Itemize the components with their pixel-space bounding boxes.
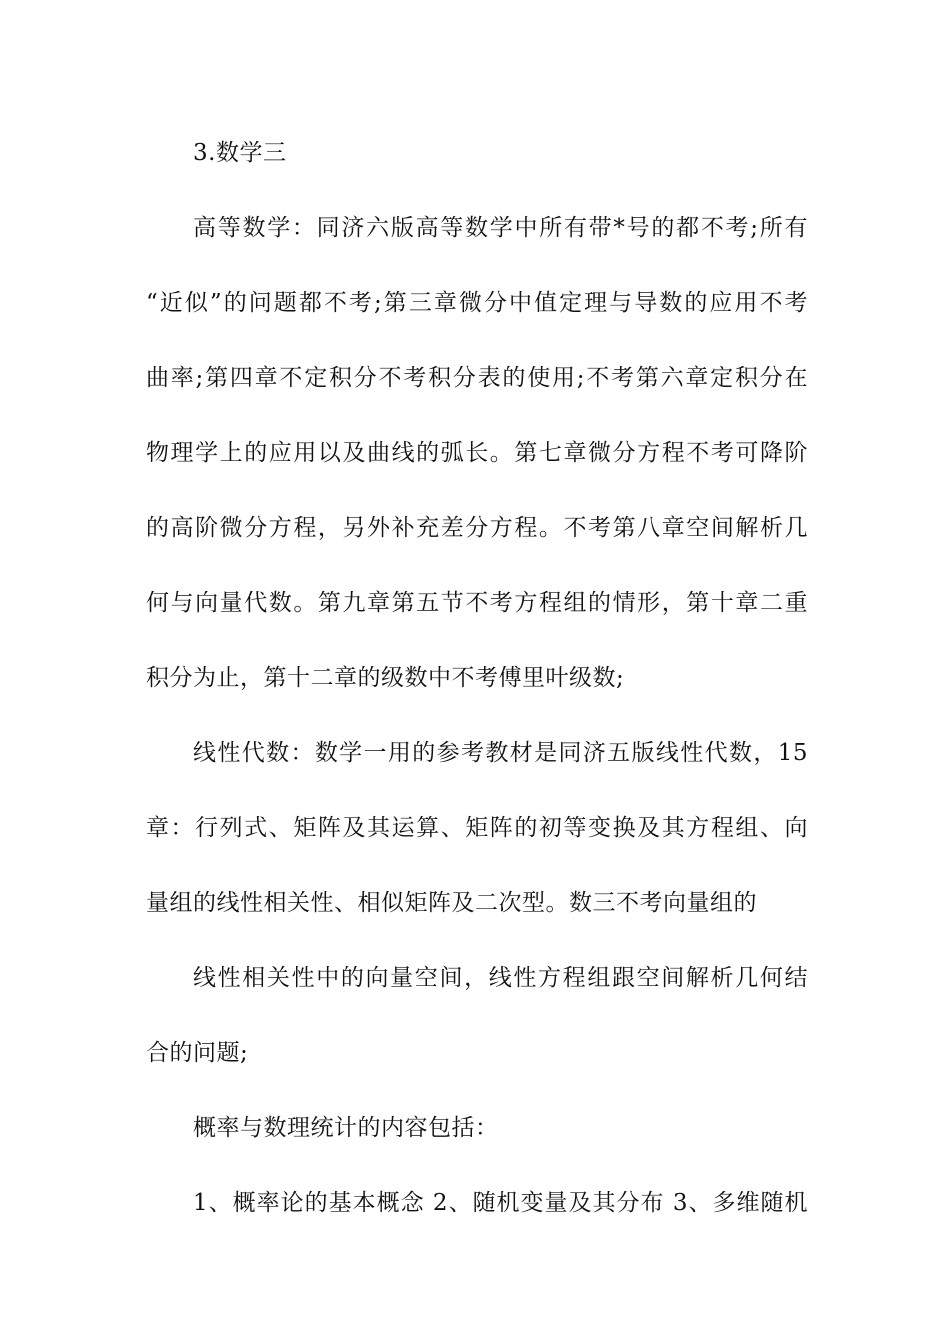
paragraph-line: 章：行列式、矩阵及其运算、矩阵的初等变换及其方程组、向 <box>146 815 808 841</box>
document-body <box>146 128 808 1253</box>
paragraph-line: 线性代数：数学一用的参考教材是同济五版线性代数，15 <box>193 740 808 766</box>
section-heading: 3.数学三 <box>193 140 287 166</box>
paragraph-line: 积分为止，第十二章的级数中不考傅里叶级数; <box>146 665 625 691</box>
paragraph-line: 量组的线性相关性、相似矩阵及二次型。数三不考向量组的 <box>146 890 757 916</box>
paragraph-line: 高等数学：同济六版高等数学中所有带*号的都不考;所有 <box>193 215 808 241</box>
paragraph-line: 的高阶微分方程，另外补充差分方程。不考第八章空间解析几 <box>146 515 808 541</box>
paragraph-line: 物理学上的应用以及曲线的弧长。第七章微分方程不考可降阶 <box>146 440 808 466</box>
paragraph-line: 合的问题; <box>146 1040 249 1066</box>
paragraph-line: 何与向量代数。第九章第五节不考方程组的情形，第十章二重 <box>146 590 808 616</box>
paragraph-line: 线性相关性中的向量空间，线性方程组跟空间解析几何结 <box>193 965 808 991</box>
paragraph-line: “近似”的问题都不考;第三章微分中值定理与导数的应用不考 <box>146 290 808 316</box>
paragraph-line: 概率与数理统计的内容包括： <box>193 1115 499 1141</box>
paragraph-line: 曲率;第四章不定积分不考积分表的使用;不考第六章定积分在 <box>146 365 808 391</box>
paragraph-line: 1、概率论的基本概念 2、随机变量及其分布 3、多维随机 <box>193 1190 808 1216</box>
